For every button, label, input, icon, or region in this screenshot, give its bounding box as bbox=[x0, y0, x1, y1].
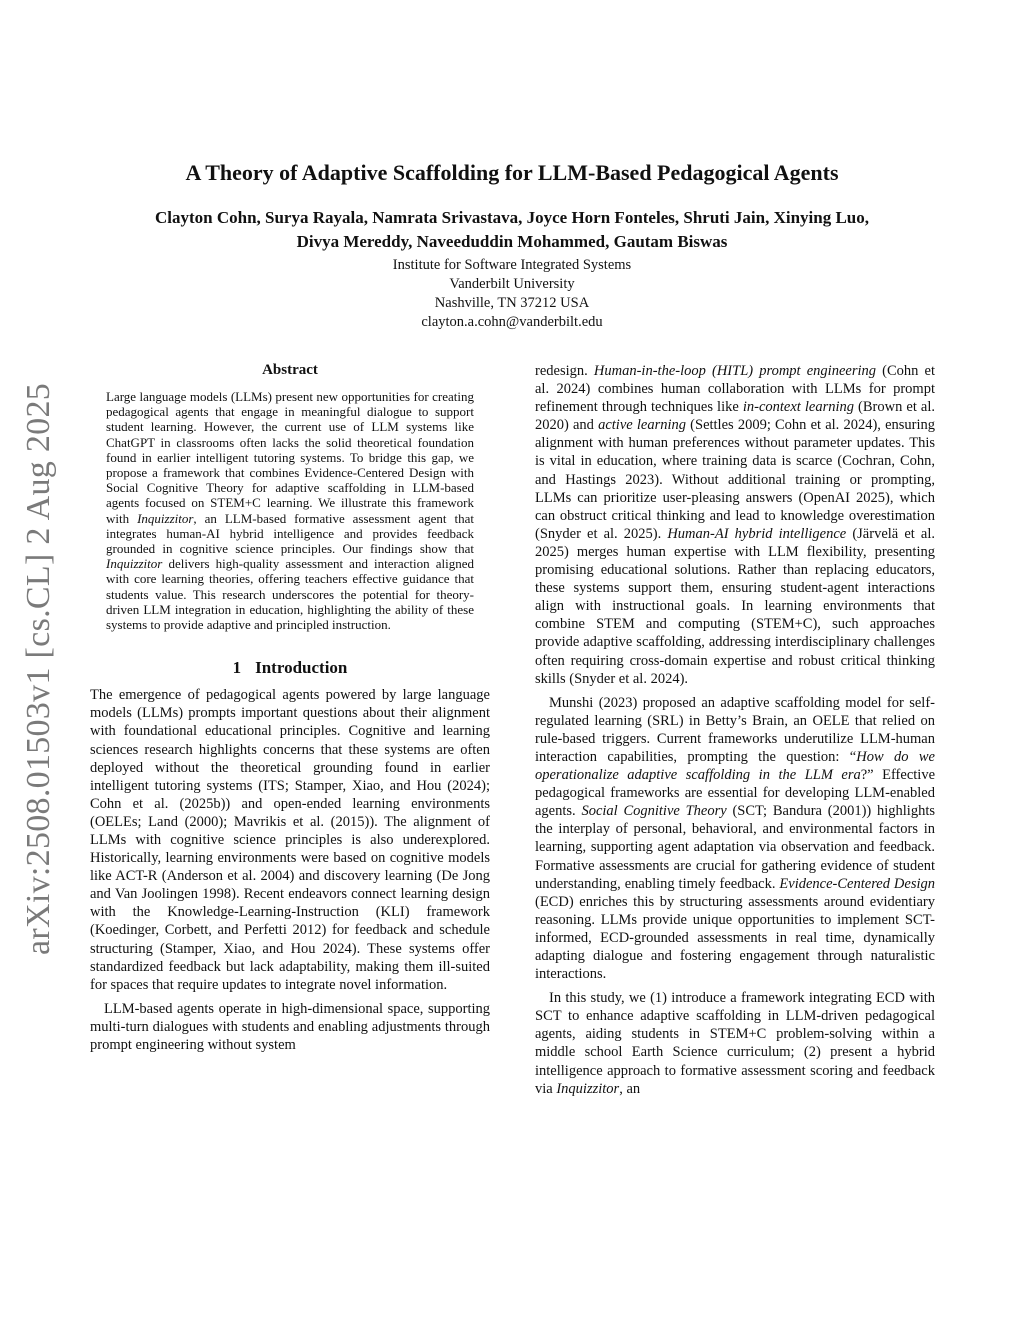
arxiv-identifier: arXiv:2508.01503v1 [cs.CL] 2 Aug 2025 bbox=[20, 382, 57, 955]
intro-paragraph-2: LLM-based agents operate in high-dimensional space, supporting multi-turn dialogues with students and enabling adjustments through prompt engineering without system bbox=[90, 1000, 490, 1054]
affiliation-institute: Institute for Software Integrated Systems bbox=[392, 257, 632, 273]
author-list bbox=[60, 206, 964, 254]
section-number: 1 bbox=[232, 658, 242, 678]
paper-title: A Theory of Adaptive Scaffolding for LLM-Based Pedagogical Agents bbox=[185, 160, 839, 185]
authors-line-2: Divya Mereddy, Naveeduddin Mohammed, Gautam Biswas bbox=[296, 232, 728, 251]
author-email: clayton.a.cohn@vanderbilt.edu bbox=[421, 314, 603, 330]
abstract-heading: Abstract bbox=[262, 362, 318, 378]
section-title: Introduction bbox=[255, 658, 348, 678]
right-paragraph-1: redesign. Human-in-the-loop (HITL) prompt engineering (Cohn et al. 2024) combines human collaboration with LLMs for prompt refinement through techniques like in-context learning (Brown et al. 2020) and active learning (Settles 2009; Cohn et al. 2024), ensuring alignment with human preferences without parameter updates. This is vital in education, where training data is scarce (Cochran, Cohn, and Hastings 2023). Without additional training or prompting, LLMs can prioritize user-pleasing answers (OpenAI 2025), which can obstruct critical thinking and lead to knowledge overestimation (Snyder et al. 2025). Human-AI hybrid intelligence (Järvelä et al. 2025) merges human expertise with LLM flexibility, presenting promising educational solutions. Rather than replacing educators, these systems support them, ensuring student-agent interactions align with instructional goals. In learning environments that combine STEM and computing (STEM+C), such approaches provide adaptive scaffolding, addressing interdisciplinary challenges often requiring cross-domain expertise and robust critical thinking skills (Snyder et al. 2024). bbox=[535, 363, 936, 687]
affiliation-university: Vanderbilt University bbox=[449, 276, 575, 292]
authors-line-1: Clayton Cohn, Surya Rayala, Namrata Srivastava, Joyce Horn Fonteles, Shruti Jain, Xinying Luo, bbox=[154, 208, 870, 227]
left-column bbox=[90, 362, 490, 1054]
abstract-text: Large language models (LLMs) present new opportunities for creating pedagogical agents that engage in meaningful dialogue to support student learning. However, the current use of LLM systems like ChatGPT in classrooms often lacks the solid theoretical foundation found in earlier intelligent tutoring systems. To bridge this gap, we propose a framework that combines Evidence-Centered Design with Social Cognitive Theory for adaptive scaffolding in LLM-based agents focused on STEM+C learning. We illustrate this framework with Inquizzitor, an LLM-based formative assessment agent that integrates human-AI hybrid intelligence and provides feedback grounded in cognitive science principles. Our findings show that Inquizzitor delivers high-quality assessment and interaction aligned with core learning theories, offering teachers effective guidance that students value. This research underscores the potential for theory-driven LLM integration in education, highlighting the ability of these systems to provide adaptive and principled instruction. bbox=[106, 389, 474, 633]
section-heading-introduction bbox=[90, 658, 490, 678]
right-paragraph-3: In this study, we (1) introduce a framework integrating ECD with SCT to enhance adaptive scaffolding in LLM-driven pedagogical agents, aiding students in STEM+C problem-solving within a middle school Earth Science curriculum; (2) present a hybrid intelligence approach to formative assessment scoring and feedback via Inquizzitor, an bbox=[535, 990, 935, 1097]
right-paragraph-2: Munshi (2023) proposed an adaptive scaffolding model for self-regulated learning (SRL) in Betty’s Brain, an OELE that relied on rule-based triggers. Current frameworks underutilize LLM-human interaction capabilities, prompting the question: “How do we operationalize adaptive scaffolding in the LLM era?” Effective pedagogical frameworks are essential for developing LLM-enabled agents. Social Cognitive Theory (SCT; Bandura (2001)) highlights the interplay of personal, behavioral, and environmental factors in learning, supporting agent adaptation via observation and feedback. Formative assessments are crucial for gathering evidence of student understanding, enabling timely feedback. Evidence-Centered Design (ECD) enriches this by structuring assessments around evidentiary reasoning. LLMs provide unique opportunities to implement SCT-informed, ECD-grounded assessments in real time, dynamically adapting dialogue and fostering engagement through naturalistic interactions. bbox=[535, 694, 935, 983]
right-column bbox=[535, 362, 935, 1098]
affiliation-block bbox=[0, 256, 1024, 332]
intro-paragraph-1: The emergence of pedagogical agents powered by large language models (LLMs) prompts important questions about their alignment with foundational educational principles. Cognitive and learning sciences research highlights concerns that these systems are often deployed without the theoretical grounding found in earlier intelligent tutoring systems (ITS; Stamper, Xiao, and Hou (2024); Cohn et al. (2025b)) and open-ended learning environments (OELEs; Land (2000); Mavrikis et al. (2015)). The alignment of LLMs with cognitive science principles is also underexplored. Historically, learning environments were based on cognitive models like ACT-R (Anderson et al. 2004) and discovery learning (De Jong and Van Joolingen 1998). Recent endeavors connect learning design with the Knowledge-Learning-Instruction (KLI) framework (Koedinger, Corbett, and Perfetti 2012) for feedback and schedule structuring (Stamper, Xiao, and Hou 2024). These systems offer standardized feedback but lack adaptability, making them ill-suited for spaces that require updates to integrate novel information. bbox=[90, 687, 490, 993]
affiliation-address: Nashville, TN 37212 USA bbox=[434, 295, 590, 311]
